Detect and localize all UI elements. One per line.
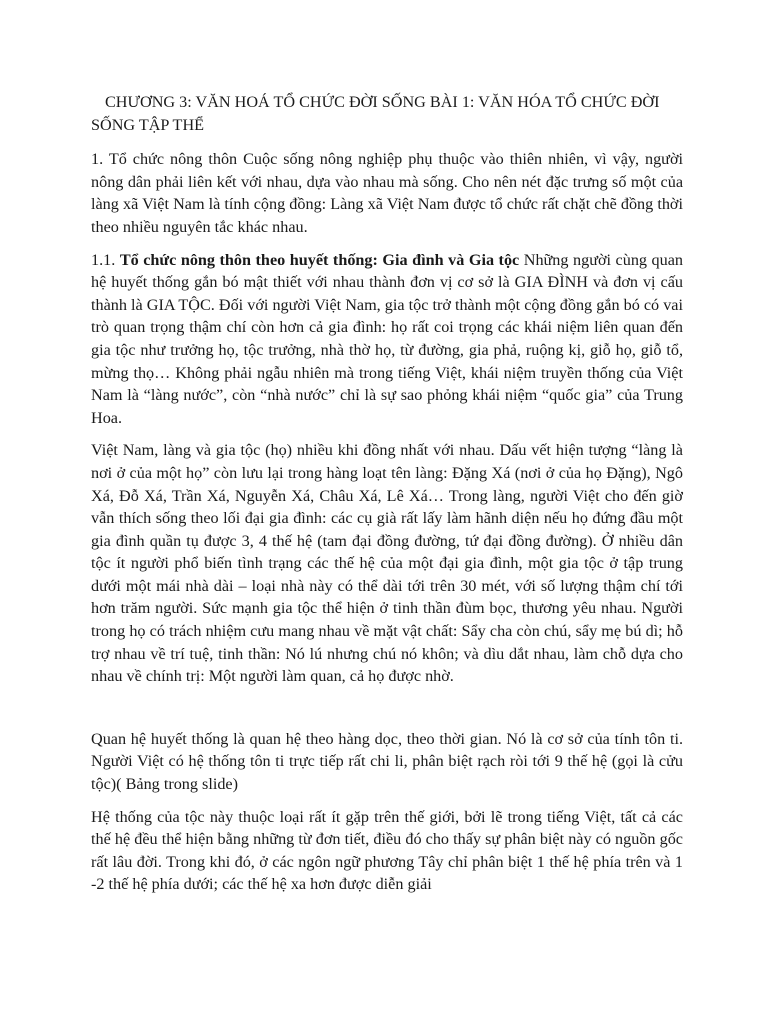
paragraph-hierarchy: Quan hệ huyết thống là quan hệ theo hàng dọc, theo thời gian. Nó là cơ sở của tính tôn ti. Người Việt có hệ thống tôn ti trực tiếp rất chi li, phân biệt rạch ròi tới 9 thế hệ (gọi là cửu tộc)( Bảng trong slide) [91,729,683,794]
document-page [91,91,683,906]
paragraph-kinship [91,249,683,430]
section-heading: Tổ chức nông thôn theo huyết thống: Gia đình và Gia tộc [119,250,520,269]
paragraph-generations: Hệ thống của tộc này thuộc loại rất ít gặp trên thế giới, bởi lẽ trong tiếng Việt, tất cả các thế hệ đều thể hiện bằng những từ đơn tiết, điều đó cho thấy sự phân biệt này có nguồn gốc rất lâu đời. Trong khi đó, ở các ngôn ngữ phương Tây chỉ phân biệt 1 thế hệ phía trên và 1 -2 thế hệ phía dưới; các thế hệ xa hơn được diễn giải [91,807,683,894]
paragraph-village-clan: Việt Nam, làng và gia tộc (họ) nhiều khi đồng nhất với nhau. Dấu vết hiện tượng “làng là nơi ở của một họ” còn lưu lại trong hàng loạt tên làng: Đặng Xá (nơi ở của họ Đặng), Ngô Xá, Đỗ Xá, Trần Xá, Nguyễn Xá, Châu Xá, Lê Xá… Trong làng, người Việt cho đến giờ vẫn thích sống theo lối đại gia đình: các cụ già rất lấy làm hãnh diện nếu họ đứng đầu một gia đình quần tụ được 3, 4 thế hệ (tam đại đồng đường, tứ đại đồng đường). Ở nhiều dân tộc ít người phổ biến tình trạng các thế hệ của một đại gia đình, một gia tộc ở tập trung dưới một mái nhà dài – loại nhà này có thể dài tới trên 30 mét, với số lượng thậm chí tới hơn trăm người. Sức mạnh gia tộc thể hiện ở tinh thần đùm bọc, thương yêu nhau. Người trong họ có trách nhiệm cưu mang nhau về mặt vật chất: Sẩy cha còn chú, sẩy mẹ bú dì; hỗ trợ nhau về trí tuệ, tinh thần: Nó lú nhưng chú nó khôn; và dìu dắt nhau, làm chỗ dựa cho nhau về chính trị: Một người làm quan, cả họ được nhờ. [91,441,683,686]
paragraph-rural-organization: 1. Tổ chức nông thôn Cuộc sống nông nghiệp phụ thuộc vào thiên nhiên, vì vậy, người nông dân phải liên kết với nhau, dựa vào nhau mà sống. Cho nên nét đặc trưng số một của làng xã Việt Nam là tính cộng đồng: Làng xã Việt Nam được tổ chức rất chặt chẽ đồng thời theo nhiều nguyên tắc khác nhau. [91,150,683,236]
section-body: Những người cùng quan hệ huyết thống gắn bó mật thiết với nhau thành đơn vị cơ sở là GIA ĐÌNH và đơn vị cấu thành là GIA TỘC. Đối với người Việt Nam, gia tộc trở thành một cộng đồng gắn bó có vai trò quan trọng thậm chí còn hơn cả gia đình: họ rất coi trọng các khái niệm liên quan đến gia tộc như trưởng họ, tộc trưởng, nhà thờ họ, từ đường, gia phả, ruộng kị, giỗ họ, giỗ tổ, mừng thọ… Không phải ngẫu nhiên mà trong tiếng Việt, khái niệm truyền thống của Việt Nam là “làng nước”, còn “nhà nước” chỉ là sự sao phỏng khái niệm “quốc gia” của Trung Hoa. [91,250,684,427]
blank-space [91,698,683,728]
document-title: CHƯƠNG 3: VĂN HOÁ TỔ CHỨC ĐỜI SỐNG BÀI 1: VĂN HÓA TỔ CHỨC ĐỜI SỐNG TẬP THỂ [91,93,660,134]
section-number: 1.1. [91,250,120,269]
